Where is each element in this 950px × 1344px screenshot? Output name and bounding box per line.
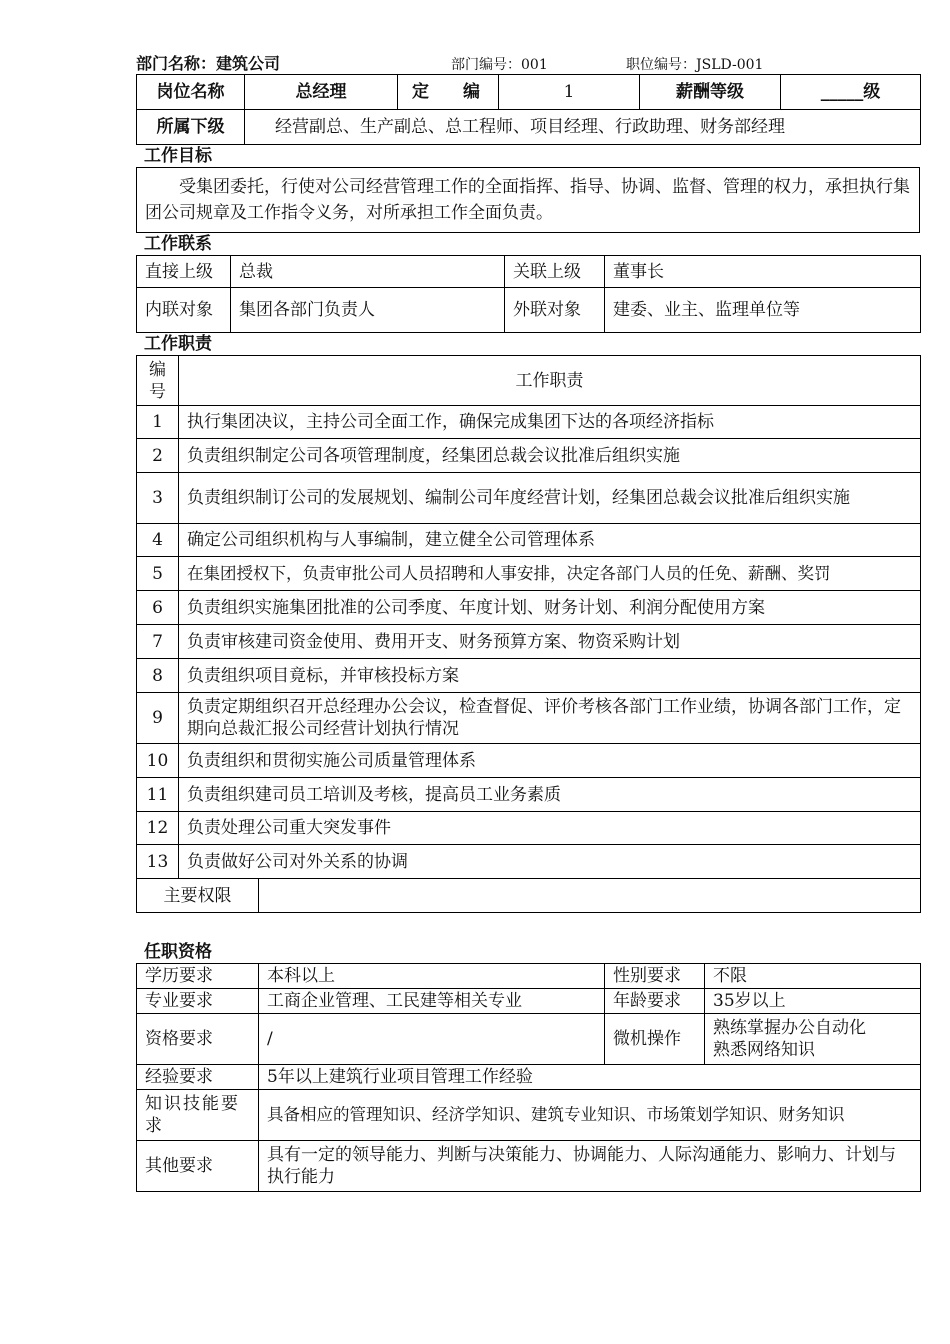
internal-value: 集团各部门负责人	[231, 288, 505, 333]
cert-label: 资格要求	[137, 1014, 259, 1065]
subordinates-value: 经营副总、生产副总、总工程师、项目经理、行政助理、财务部经理	[245, 110, 921, 145]
age-label: 年龄要求	[605, 989, 705, 1014]
duty-num: 4	[137, 524, 179, 557]
subordinates-label: 所属下级	[137, 110, 245, 145]
duty-num: 11	[137, 778, 179, 812]
duty-text: 确定公司组织机构与人事编制，建立健全公司管理体系	[179, 524, 921, 557]
duty-text: 负责审核建司资金使用、费用开支、财务预算方案、物资采购计划	[179, 625, 921, 659]
header-line	[136, 50, 920, 74]
related-superior-value: 董事长	[605, 256, 921, 288]
other-value: 具有一定的领导能力、判断与决策能力、协调能力、人际沟通能力、影响力、计划与执行能力	[259, 1141, 921, 1192]
duty-text: 负责组织和贯彻实施公司质量管理体系	[179, 744, 921, 778]
duty-text: 负责组织建司员工培训及考核，提高员工业务素质	[179, 778, 921, 812]
duty-text: 负责做好公司对外关系的协调	[179, 845, 921, 879]
duty-text: 负责组织制订公司的发展规划、编制公司年度经营计划，经集团总裁会议批准后组织实施	[179, 473, 921, 524]
experience-label: 经验要求	[137, 1065, 259, 1090]
duty-num: 7	[137, 625, 179, 659]
knowledge-label: 知识技能要求	[137, 1090, 259, 1141]
position-table	[136, 74, 921, 145]
salary-value: _____级	[781, 75, 921, 110]
related-superior-label: 关联上级	[505, 256, 605, 288]
duty-num: 10	[137, 744, 179, 778]
duty-text: 负责定期组织召开总经理办公会议，检查督促、评价考核各部门工作业绩，协调各部门工作，定期向总裁汇报公司经营计划执行情况	[179, 693, 921, 744]
duty-text: 执行集团决议，主持公司全面工作，确保完成集团下达的各项经济指标	[179, 406, 921, 439]
direct-superior-label: 直接上级	[137, 256, 231, 288]
duties-heading: 工作职责	[144, 334, 212, 354]
experience-value: 5年以上建筑行业项目管理工作经验	[259, 1065, 921, 1090]
gender-value: 不限	[705, 964, 921, 989]
duty-num: 6	[137, 591, 179, 625]
duty-num: 3	[137, 473, 179, 524]
duty-text: 在集团授权下，负责审批公司人员招聘和人事安排，决定各部门人员的任免、薪酬、奖罚	[179, 557, 921, 591]
computer-label: 微机操作	[605, 1014, 705, 1065]
dept-name: 部门名称：建筑公司	[136, 54, 281, 73]
major-value: 工商企业管理、工民建等相关专业	[259, 989, 605, 1014]
duty-num: 13	[137, 845, 179, 879]
duty-text: 负责处理公司重大突发事件	[179, 812, 921, 845]
goal-text: 受集团委托，行使对公司经营管理工作的全面指挥、指导、协调、监督、管理的权力，承担执行集团公司规章及工作指令义务，对所承担工作全面负责。	[136, 167, 920, 233]
title-label: 岗位名称	[137, 75, 245, 110]
duty-text: 负责组织实施集团批准的公司季度、年度计划、财务计划、利润分配使用方案	[179, 591, 921, 625]
duty-num: 1	[137, 406, 179, 439]
duties-table	[136, 355, 921, 913]
duty-text: 负责组织制定公司各项管理制度，经集团总裁会议批准后组织实施	[179, 439, 921, 473]
authority-value	[259, 879, 921, 913]
qualifications-heading: 任职资格	[144, 942, 212, 962]
dept-code: 部门编号：001	[451, 57, 548, 73]
duty-num: 2	[137, 439, 179, 473]
external-value: 建委、业主、监理单位等	[605, 288, 921, 333]
qualifications-table	[136, 963, 921, 1192]
quota-value: 1	[499, 75, 640, 110]
age-value: 35岁以上	[705, 989, 921, 1014]
computer-value-line-2: 熟悉网络知识	[713, 1040, 815, 1060]
duty-col-desc: 工作职责	[179, 356, 921, 406]
relations-table	[136, 255, 921, 333]
education-label: 学历要求	[137, 964, 259, 989]
quota-label: 定 编	[398, 75, 499, 110]
knowledge-value: 具备相应的管理知识、经济学知识、建筑专业知识、市场策划学知识、财务知识	[259, 1090, 921, 1141]
education-value: 本科以上	[259, 964, 605, 989]
position-code: 职位编号：JSLD-001	[626, 57, 764, 73]
gender-label: 性别要求	[605, 964, 705, 989]
major-label: 专业要求	[137, 989, 259, 1014]
duty-num: 5	[137, 557, 179, 591]
internal-label: 内联对象	[137, 288, 231, 333]
duty-num: 12	[137, 812, 179, 845]
other-label: 其他要求	[137, 1141, 259, 1192]
cert-value: /	[259, 1014, 605, 1065]
direct-superior-value: 总裁	[231, 256, 505, 288]
external-label: 外联对象	[505, 288, 605, 333]
title-value: 总经理	[245, 75, 398, 110]
authority-label: 主要权限	[137, 879, 259, 913]
duty-col-num: 编号	[137, 356, 179, 406]
job-description-page	[136, 50, 920, 1192]
goal-heading: 工作目标	[144, 146, 212, 166]
computer-value	[705, 1014, 921, 1065]
relations-heading: 工作联系	[144, 234, 212, 254]
duty-num: 8	[137, 659, 179, 693]
duty-text: 负责组织项目竟标，并审核投标方案	[179, 659, 921, 693]
computer-value-line-1: 熟练掌握办公自动化	[713, 1018, 866, 1038]
salary-label: 薪酬等级	[640, 75, 781, 110]
duty-num: 9	[137, 693, 179, 744]
